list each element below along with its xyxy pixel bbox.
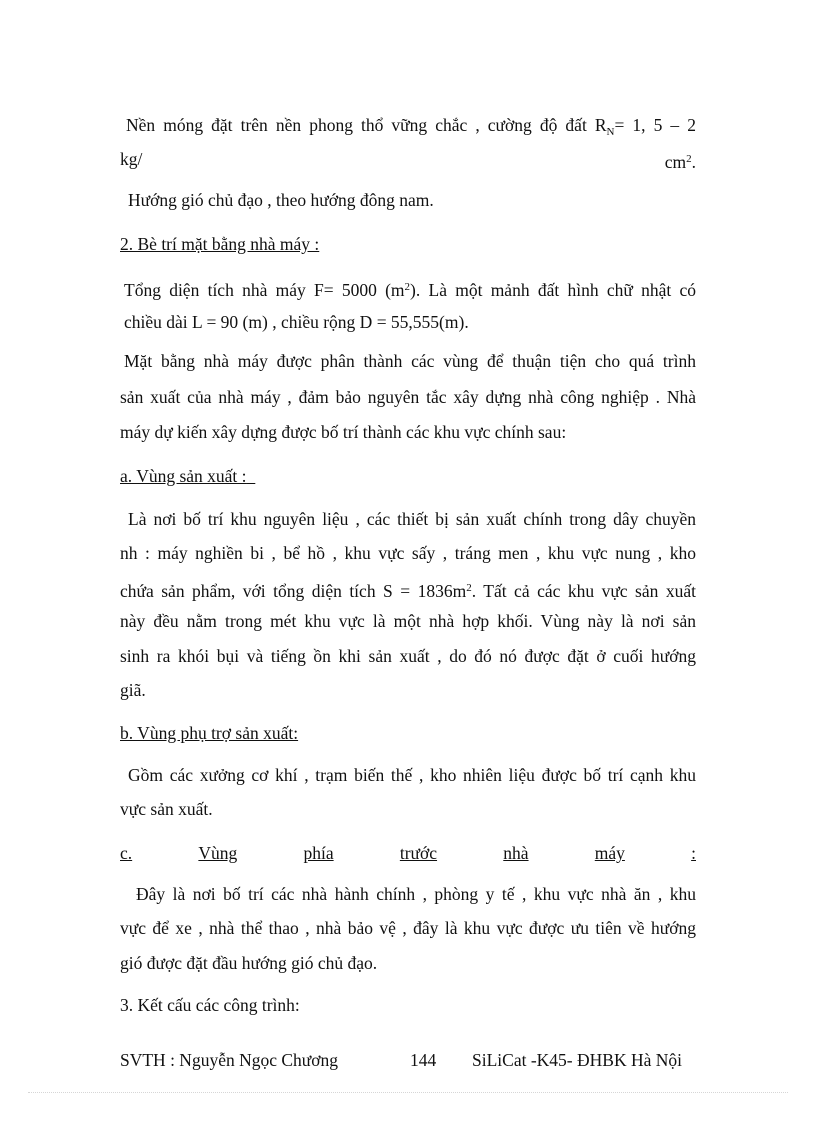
footer-school: SiLiCat -K45- ĐHBK Hà Nội [472, 1050, 682, 1070]
heading-c-word: trước [399, 843, 438, 863]
unit-right [665, 148, 696, 173]
unit-base: cm [664, 152, 687, 172]
para6-line2: vực sản xuất. [120, 799, 213, 819]
para5-line3-text: chứa sản phẩm, với tổng diện tích S = 1836m [120, 581, 467, 601]
heading-b-text: b. Vùng phụ trợ sản xuất: [120, 723, 299, 743]
para5-line2: nh : máy nghiền bi , bể hồ , khu vực sấy , tráng men , khu vực nung , kho [120, 543, 696, 563]
superscript: 2 [686, 153, 692, 165]
unit-end: . [691, 152, 696, 172]
heading-c-word: Vùng [198, 843, 238, 863]
para7-line3: gió được đặt đầu hướng gió chủ đạo. [120, 953, 378, 973]
para5-line6: giã. [120, 680, 146, 700]
para5-line3-end: . Tất cả các khu vực sản xuất [471, 581, 696, 601]
para5-line1: Là nơi bố trí khu nguyên liệu , các thiết bị sản xuất chính trong dây chuyền [128, 509, 696, 529]
para5-line3 [120, 577, 696, 602]
para3-line1-text: Tổng diện tích nhà máy F= 5000 (m [124, 280, 405, 300]
para4-line2: sản xuất của nhà máy , đảm bảo nguyên tắc xây dựng nhà công nghiệp . Nhà [120, 387, 696, 407]
heading-c-word: : [691, 843, 696, 863]
unit-left: kg/ [120, 149, 143, 169]
para1-line1-text: Nền móng đặt trên nền phong thổ vững chắc , cường độ đất R [126, 115, 607, 135]
heading-c-word: phía [303, 843, 334, 863]
page-footer [120, 1050, 696, 1071]
para4-line3: máy dự kiến xây dựng được bố trí thành các khu vực chính sau: [120, 422, 567, 442]
heading-2-text: 2. Bè trí mặt bằng nhà máy : [120, 234, 320, 254]
heading-c-word: nhà [503, 843, 529, 863]
heading-c [120, 842, 696, 864]
para3-line1 [124, 276, 696, 301]
heading-a [120, 465, 696, 487]
page-bottom-divider [28, 1092, 788, 1093]
superscript: 2 [466, 582, 472, 594]
heading-3: 3. Kết cấu các công trình: [120, 995, 300, 1015]
para1-line1-end: = 1, 5 – 2 [614, 115, 697, 135]
heading-a-text: a. Vùng sản xuất : [120, 466, 247, 486]
heading-c-word: c. [120, 843, 133, 863]
para4-line1: Mặt bằng nhà máy được phân thành các vùng để thuận tiện cho quá trình [124, 351, 696, 371]
para1-line2 [120, 148, 696, 173]
subscript: N [606, 126, 615, 138]
para3-line1-end: ). Là một mảnh đất hình chữ nhật có [410, 280, 697, 300]
superscript: 2 [404, 281, 411, 293]
para2: Hướng gió chủ đạo , theo hướng đông nam. [128, 190, 434, 210]
para6-line1: Gồm các xưởng cơ khí , trạm biến thế , kho nhiên liệu được bố trí cạnh khu [128, 765, 696, 785]
para3-line2: chiều dài L = 90 (m) , chiều rộng D = 55,555(m). [124, 312, 469, 332]
heading-b [120, 722, 696, 744]
heading-c-word: máy [594, 843, 625, 863]
para7-line1: Đây là nơi bố trí các nhà hành chính , phòng y tế , khu vực nhà ăn , khu [136, 884, 696, 904]
para7-line2: vực để xe , nhà thể thao , nhà bảo vệ , đây là khu vực được ưu tiên về hướng [120, 918, 696, 938]
para1-line1 [126, 114, 696, 143]
para5-line5: sinh ra khói bụi và tiếng ồn khi sản xuất , do đó nó được đặt ở cuối hướng [120, 646, 696, 666]
para5-line4: này đều nằm trong mét khu vực là một nhà hợp khối. Vùng này là nơi sản [120, 611, 696, 631]
footer-author: SVTH : Nguyễn Ngọc Chương [120, 1050, 339, 1070]
heading-2 [120, 233, 696, 255]
page-number: 144 [410, 1050, 437, 1070]
